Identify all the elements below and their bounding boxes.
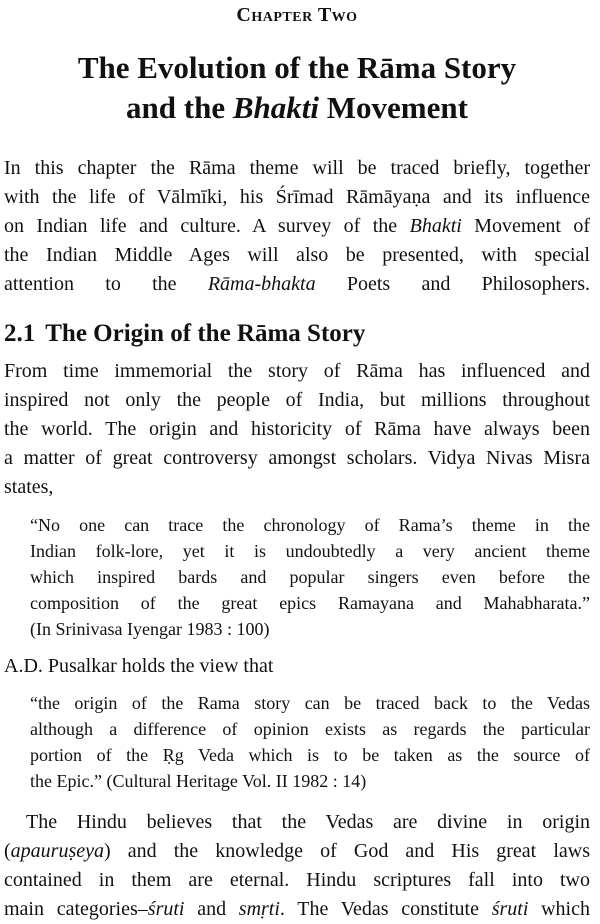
intro-paragraph <box>4 154 590 299</box>
lead-in-pusalkar: A.D. Pusalkar holds the view that <box>4 655 274 677</box>
section-title: The Origin of the Rāma Story <box>45 320 366 347</box>
text-run: and <box>184 898 239 920</box>
text-line: The Hindu believes that the Vedas are divine in origin <box>26 811 590 833</box>
italic-term: apauruṣeya <box>10 840 104 862</box>
text-run: which <box>528 898 590 920</box>
body-paragraph-origin <box>4 357 590 502</box>
text-line: a matter of great controversy amongst scholars. Vidya Nivas Misra <box>4 447 590 469</box>
text-run: Movement of <box>461 215 590 237</box>
quote-line: “the origin of the Rama story can be traced back to the Vedas <box>30 693 590 713</box>
section-heading <box>4 319 590 349</box>
quote-line: although a difference of opinion exists as regards the particular <box>30 719 590 739</box>
chapter-title-text: and the <box>126 90 233 125</box>
text-line: with the life of Vālmīki, his Śrīmad Rāmāyaṇa and its influence <box>4 186 590 208</box>
italic-term: śruti <box>147 898 185 920</box>
quote-citation: (In Srinivasa Iyengar 1983 : 100) <box>30 619 270 639</box>
chapter-title-emphasis: Bhakti <box>232 90 320 125</box>
quote-line: which inspired bards and popular singers even before the <box>30 567 590 587</box>
quote-line: composition of the great epics Ramayana and Mahabharata.” <box>30 593 590 613</box>
text-line: contained in them are eternal. Hindu scriptures fall into two <box>4 869 590 891</box>
italic-term: Bhakti <box>409 215 462 237</box>
text-line: the Indian Middle Ages will also be presented, with special <box>4 244 590 266</box>
text-line: the world. The origin and historicity of Rāma have always been <box>4 418 590 440</box>
quote-line: the Epic.” (Cultural Heritage Vol. II 1982 : 14) <box>30 771 367 791</box>
quote-line: “No one can trace the chronology of Rama’s theme in the <box>30 515 590 535</box>
text-line <box>4 837 590 866</box>
chapter-title-line-2 <box>4 88 590 128</box>
text-line: states, <box>4 476 54 498</box>
chapter-title <box>4 48 590 128</box>
chapter-title-line-1: The Evolution of the Rāma Story <box>77 50 517 85</box>
text-line: In this chapter the Rāma theme will be traced briefly, together <box>4 157 590 179</box>
text-line: inspired not only the people of India, but millions throughout <box>4 389 590 411</box>
text-run: ) and the knowledge of God and His great laws <box>104 840 590 862</box>
text-line <box>4 270 590 299</box>
section-number: 2.1 <box>4 320 36 347</box>
text-line <box>4 895 590 924</box>
italic-term: śruti <box>491 898 529 920</box>
text-run: attention to the <box>4 273 208 295</box>
quote-line: Indian folk-lore, yet it is undoubtedly a very ancient theme <box>30 541 590 561</box>
text-run: on Indian life and culture. A survey of the <box>4 215 410 237</box>
quote-line: portion of the Ṛg Veda which is to be taken as the source of <box>30 745 590 765</box>
chapter-title-text: Movement <box>319 90 468 125</box>
block-quote-misra <box>4 512 590 642</box>
chapter-label: Chapter Two <box>236 4 358 26</box>
text-line <box>4 212 590 241</box>
text-run: . The Vedas constitute <box>279 898 492 920</box>
italic-term: smṛti <box>238 898 280 920</box>
italic-term: Rāma-bhakta <box>207 273 316 295</box>
text-line: From time immemorial the story of Rāma has influenced and <box>4 360 590 382</box>
block-quote-pusalkar <box>4 690 590 794</box>
text-run: Poets and Philosophers. <box>315 273 590 295</box>
text-run: main categories– <box>4 898 148 920</box>
text-run: ( <box>4 840 11 862</box>
